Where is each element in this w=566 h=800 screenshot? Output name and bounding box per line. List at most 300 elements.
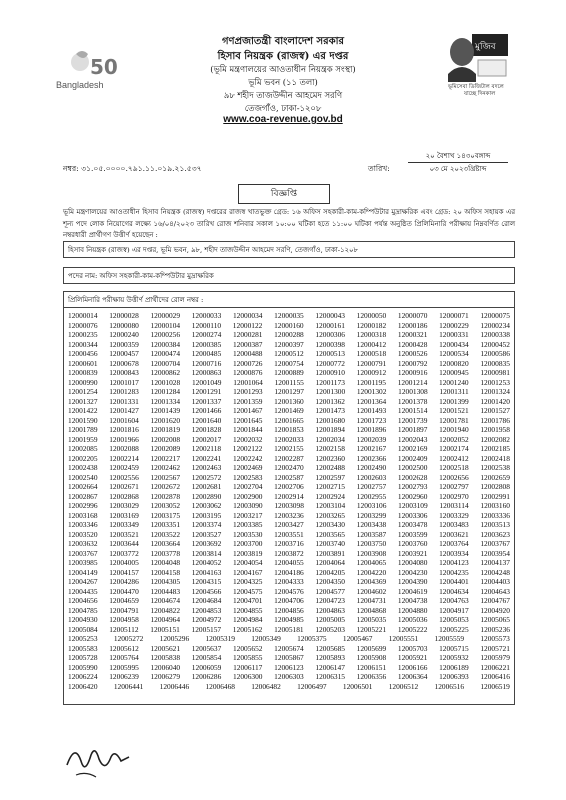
roll-number: 12002960	[397, 491, 428, 501]
roll-number: 12002459	[109, 463, 139, 472]
roll-number: 12004403	[480, 577, 510, 586]
roll-number: 12002089	[150, 444, 181, 453]
roll-number: 12000385	[191, 339, 222, 349]
roll-number: 12000916	[397, 368, 428, 377]
roll-number: 12000534	[439, 349, 469, 358]
roll-number: 12005583	[68, 643, 98, 653]
roll-row	[68, 520, 510, 530]
roll-number: 12004930	[68, 615, 98, 624]
roll-number: 12003814	[191, 548, 222, 558]
roll-number: 12003062	[191, 501, 222, 510]
svg-text:50: 50	[90, 55, 118, 79]
roll-number: 12003750	[356, 539, 387, 548]
office-subtitle: (ভূমি মন্ত্রণালয়ের আওতাধীন নিয়ন্ত্রক সংস্থা)	[210, 64, 356, 74]
date-block	[408, 150, 508, 175]
roll-row	[68, 682, 510, 692]
roll-number: 12003195	[191, 510, 222, 520]
roll-number: 12006040	[150, 662, 181, 672]
roll-number: 12004791	[109, 605, 139, 615]
roll-number: 12002900	[232, 491, 263, 501]
roll-number: 12004390	[397, 577, 428, 586]
roll-number: 12003351	[150, 520, 181, 529]
roll-number: 12000485	[191, 349, 222, 358]
roll-number: 12005867	[274, 653, 304, 662]
roll-number: 12004483	[150, 586, 181, 596]
roll-number: 12002664	[68, 482, 98, 491]
roll-number: 12004267	[68, 577, 98, 586]
roll-number: 12000076	[68, 320, 98, 330]
roll-number: 12003621	[439, 529, 469, 539]
roll-number: 12005921	[397, 653, 428, 662]
roll-number: 12002052	[439, 434, 469, 444]
roll-number: 12005721	[480, 643, 510, 653]
roll-number: 12002043	[397, 434, 428, 444]
roll-number: 12002757	[356, 482, 387, 491]
roll-number: 12000791	[356, 358, 387, 368]
roll-number: 12000235	[68, 330, 98, 339]
roll-number: 12004958	[109, 615, 139, 624]
roll-row	[68, 530, 510, 540]
roll-number: 12000034	[232, 311, 263, 320]
roll-number: 12002155	[274, 444, 304, 453]
roll-number: 12004055	[274, 558, 304, 567]
roll-number: 12001896	[356, 425, 387, 434]
roll-number: 12003329	[439, 510, 469, 520]
roll-number: 12002540	[68, 472, 98, 482]
roll-number: 12003700	[232, 539, 263, 548]
roll-number: 12002793	[397, 482, 428, 491]
roll-number: 12000990	[68, 377, 98, 387]
roll-number: 12003985	[68, 558, 98, 567]
roll-number: 12003551	[274, 529, 304, 539]
roll-number: 12000288	[274, 330, 304, 339]
roll-number: 12000601	[68, 358, 98, 368]
roll-row	[68, 444, 510, 454]
roll-number: 12000028	[109, 311, 139, 320]
roll-number: 12005728	[68, 653, 98, 662]
roll-number: 12004248	[480, 567, 510, 577]
roll-number: 12001739	[397, 415, 428, 425]
roll-number: 12004064	[315, 558, 345, 567]
roll-number: 12001378	[397, 396, 428, 406]
roll-number: 12004863	[315, 605, 345, 615]
roll-number: 12001240	[439, 377, 469, 387]
roll-number: 12004286	[109, 577, 139, 586]
roll-number: 12001155	[274, 377, 304, 387]
roll-number: 12001853	[274, 425, 304, 434]
roll-number: 12001590	[68, 415, 98, 425]
roll-number: 12001958	[480, 425, 510, 434]
roll-number: 12000122	[232, 320, 263, 330]
roll-row	[68, 482, 510, 492]
roll-number: 12000398	[315, 339, 345, 349]
roll-number: 12002088	[109, 444, 139, 453]
roll-number: 12006059	[191, 662, 222, 672]
roll-row	[68, 359, 510, 369]
roll-number: 12002409	[397, 453, 428, 463]
roll-number: 12000014	[68, 311, 98, 320]
roll-row	[68, 558, 510, 568]
roll-number: 12000071	[439, 311, 469, 320]
roll-number: 12000945	[439, 368, 469, 377]
roll-row	[68, 463, 510, 473]
roll-number: 12003168	[68, 510, 98, 520]
roll-number: 12002706	[274, 482, 304, 491]
roll-number: 12000256	[150, 330, 181, 339]
roll-number: 12000070	[397, 311, 428, 320]
roll-number: 12000110	[191, 320, 222, 330]
roll-number: 12004470	[109, 586, 139, 596]
logo-caption-2: যাচ্ছে দিনকাল	[464, 91, 496, 96]
roll-number: 12005272	[113, 634, 144, 643]
roll-number: 12002603	[356, 472, 387, 482]
building: ভূমি ভবন (১১ তলা)	[248, 77, 318, 87]
roll-number: 12000043	[315, 311, 345, 320]
roll-number: 12003114	[439, 501, 469, 510]
roll-number: 12004315	[191, 577, 222, 586]
roll-number: 12000912	[356, 368, 387, 377]
roll-number: 12001844	[232, 425, 263, 434]
svg-text:মুজিব: মুজিব	[475, 42, 496, 52]
roll-number: 12001527	[480, 406, 510, 415]
roll-number: 12003623	[480, 529, 510, 539]
roll-number: 12001786	[480, 415, 510, 425]
roll-number: 12005854	[191, 653, 222, 662]
roll-number: 12002715	[315, 482, 345, 491]
roll-number: 12001173	[315, 377, 345, 387]
roll-number: 12006482	[251, 681, 281, 691]
roll-number: 12003299	[356, 510, 387, 520]
roll-number: 12005932	[439, 653, 469, 662]
roll-number: 12004577	[315, 586, 345, 596]
roll-number: 12006117	[233, 662, 263, 672]
roll-number: 12004575	[232, 586, 263, 596]
roll-number: 12005036	[397, 615, 428, 624]
roll-number: 12004401	[439, 577, 469, 586]
roll-row	[68, 454, 510, 464]
roll-number: 12003954	[480, 548, 510, 558]
roll-number: 12001665	[274, 415, 304, 425]
roll-number: 12004643	[480, 586, 510, 596]
roll-number: 12001311	[439, 387, 469, 396]
roll-number: 12006147	[315, 662, 345, 672]
street: ৯৮ শহীদ তাজউদ্দীন আহমেদ সরণি	[223, 90, 343, 100]
roll-number: 12005573	[480, 634, 510, 643]
website-link[interactable]: www.coa-revenue.gov.bd	[223, 114, 343, 125]
roll-number: 12002996	[68, 501, 98, 510]
roll-number: 12004917	[439, 605, 469, 615]
roll-number: 12004157	[109, 567, 139, 577]
roll-number: 12002704	[232, 482, 263, 491]
roll-row	[68, 587, 510, 597]
roll-number: 12004619	[397, 586, 428, 596]
roll-number: 12003740	[315, 539, 345, 548]
roll-number: 12000820	[439, 358, 469, 368]
roll-number: 12003921	[397, 548, 428, 558]
roll-number: 12002438	[68, 463, 98, 472]
roll-number: 12000512	[274, 349, 304, 358]
roll-number: 12006468	[205, 681, 235, 691]
roll-number: 12004684	[191, 596, 222, 605]
roll-number: 12006123	[274, 662, 304, 672]
roll-number: 12002914	[274, 491, 304, 501]
roll-number: 12000321	[397, 330, 428, 339]
roll-number: 12001360	[274, 396, 304, 406]
roll-number: 12002991	[480, 491, 510, 501]
roll-number: 12004674	[150, 596, 181, 605]
roll-number: 12002205	[68, 453, 98, 463]
roll-number: 12006286	[191, 672, 222, 681]
roll-number: 12001816	[109, 425, 139, 434]
roll-number: 12001897	[397, 425, 428, 434]
roll-number: 12002500	[397, 463, 428, 472]
roll-number: 12002214	[109, 453, 139, 463]
roll-number: 12001214	[397, 377, 428, 387]
roll-row	[68, 416, 510, 426]
roll-row	[68, 511, 510, 521]
roll-number: 12002017	[191, 434, 222, 444]
roll-number: 12003306	[397, 510, 428, 520]
exam-venue: হিসাব নিয়ন্ত্রক (রাজস্ব) এর দপ্তর, ভূমি ভবন, ৯৮, শহীদ তাজউদ্দীন আহমেদ সরণি, তেজগাঁও, ঢাকা-১২০৮	[63, 241, 515, 258]
roll-number: 12002567	[150, 472, 181, 482]
roll-number: 12004333	[274, 577, 304, 586]
roll-number: 12002039	[356, 434, 387, 444]
roll-number: 12001521	[439, 406, 469, 415]
roll-number: 12001283	[109, 387, 139, 396]
roll-number: 12000835	[480, 358, 510, 368]
roll-number: 12006364	[397, 672, 428, 681]
roll-number: 12004964	[150, 615, 181, 624]
roll-number: 12002241	[191, 453, 222, 463]
roll-number: 12002217	[150, 453, 181, 463]
roll-row	[68, 663, 510, 673]
roll-number: 12003692	[191, 539, 222, 548]
roll-number: 12006420	[68, 681, 98, 691]
roll-row	[68, 321, 510, 331]
roll-row	[68, 387, 510, 397]
roll-number: 12001331	[109, 396, 139, 406]
roll-number: 12005319	[205, 634, 235, 643]
roll-number: 12002469	[232, 463, 263, 472]
roll-number: 12004701	[232, 596, 263, 605]
roll-number: 12002659	[480, 472, 510, 482]
roll-number: 12002488	[315, 463, 345, 472]
roll-number: 12002366	[356, 453, 387, 463]
roll-number: 12000075	[480, 311, 510, 320]
roll-number: 12000186	[397, 320, 428, 330]
roll-number: 12003599	[397, 529, 428, 539]
roll-number: 12003109	[398, 501, 428, 510]
roll-number: 12004230	[397, 567, 428, 577]
roll-number: 12002583	[232, 472, 263, 482]
roll-number: 12004158	[150, 567, 181, 577]
roll-heading: প্রিলিমিনারি পরীক্ষায় উত্তীর্ণ প্রার্থীদের রোল নম্বর :	[63, 291, 515, 308]
roll-number: 12003430	[315, 520, 345, 529]
roll-number: 12001959	[68, 434, 98, 444]
roll-number: 12001028	[150, 377, 181, 387]
roll-number: 12002470	[274, 463, 304, 472]
roll-number: 12000359	[109, 339, 139, 349]
signature	[62, 735, 137, 785]
roll-number: 12000862	[150, 368, 181, 377]
date-english: ০৩ মে ২০২৩খ্রিষ্টাব্দ	[408, 162, 508, 175]
roll-row	[68, 368, 510, 378]
roll-number: 12000274	[191, 330, 222, 339]
roll-number: 12002412	[439, 453, 469, 463]
roll-number: 12005035	[356, 615, 387, 624]
roll-number: 12005979	[480, 653, 510, 662]
roll-number: 12001362	[315, 396, 345, 406]
roll-number: 12005181	[274, 624, 304, 634]
roll-number: 12005112	[109, 624, 139, 634]
roll-number: 12002463	[191, 463, 222, 472]
mujib-borsho-logo	[442, 30, 514, 96]
roll-row	[68, 625, 510, 635]
roll-number: 12003632	[68, 539, 98, 548]
roll-number: 12001789	[68, 425, 98, 434]
roll-number: 12000518	[356, 349, 387, 358]
date-bangla: ২০ বৈশাখ ১৪৩০বঙ্গাব্দ	[425, 152, 491, 160]
roll-number: 12005995	[109, 662, 139, 672]
roll-number: 12004706	[274, 596, 304, 605]
roll-number: 12000586	[480, 349, 510, 358]
roll-number: 12002628	[397, 472, 428, 482]
roll-number: 12000526	[397, 349, 428, 358]
roll-number: 12001473	[315, 406, 345, 415]
roll-number: 12000456	[68, 349, 98, 358]
roll-number: 12002797	[439, 482, 469, 491]
roll-number: 12000981	[480, 368, 510, 377]
roll-number: 12000384	[150, 339, 181, 349]
roll-number: 12005053	[439, 615, 469, 624]
roll-number: 12001620	[150, 415, 181, 425]
roll-number: 12005674	[274, 643, 304, 653]
roll-number: 12005151	[150, 624, 180, 634]
roll-number: 12004205	[315, 567, 345, 577]
roll-number: 12002970	[439, 491, 469, 501]
roll-number: 12001604	[109, 415, 139, 425]
roll-number: 12001466	[191, 406, 222, 415]
roll-number: 12005236	[480, 624, 510, 634]
roll-number: 12000240	[109, 330, 139, 339]
roll-number: 12004435	[68, 586, 98, 596]
roll-number: 12002656	[439, 472, 469, 482]
roll-number: 12001308	[398, 387, 428, 396]
roll-number: 12001334	[150, 396, 181, 406]
roll-number: 12000876	[232, 368, 263, 377]
roll-row	[68, 340, 510, 350]
roll-number: 12005612	[109, 643, 139, 653]
roll-number: 12004350	[315, 577, 345, 586]
roll-number: 12001399	[439, 396, 469, 406]
roll-number: 12000344	[68, 339, 98, 349]
roll-number: 12002167	[356, 444, 387, 453]
roll-number: 12002671	[109, 482, 139, 491]
roll-number: 12001439	[150, 406, 181, 415]
roll-number: 12003349	[109, 520, 139, 529]
roll-number: 12003760	[397, 539, 428, 548]
roll-number: 12003716	[274, 539, 304, 548]
roll-number: 12003764	[439, 539, 469, 548]
roll-number: 12003160	[480, 501, 510, 510]
roll-number: 12004920	[480, 605, 510, 615]
roll-number: 12000726	[232, 358, 263, 368]
roll-number: 12005005	[315, 615, 345, 624]
roll-number: 12004856	[274, 605, 304, 615]
roll-number: 12004656	[68, 596, 98, 605]
roll-number: 12002242	[232, 453, 263, 463]
roll-number: 12002878	[150, 491, 181, 501]
roll-number: 12004972	[191, 615, 222, 624]
post-name: পদের নাম: অফিস সহকারী-কাম-কম্পিউটার মুদ্রাক্ষরিক	[63, 267, 515, 284]
roll-number: 12004369	[356, 577, 387, 586]
city: তেজগাঁও, ঢাকা-১২০৮	[244, 103, 322, 113]
roll-number: 12000412	[356, 339, 387, 349]
roll-number: 12006239	[109, 672, 139, 681]
roll-number: 12001828	[191, 425, 222, 434]
roll-row	[68, 501, 510, 511]
roll-number: 12000080	[109, 320, 139, 330]
roll-number: 12003908	[356, 548, 387, 558]
roll-number: 12002418	[480, 453, 510, 463]
roll-number: 12005855	[232, 653, 263, 662]
roll-number: 12002924	[315, 491, 345, 501]
roll-number: 12005637	[191, 643, 222, 653]
roll-row	[68, 425, 510, 435]
roll-number: 12004305	[150, 577, 181, 586]
roll-number: 12006303	[274, 672, 304, 681]
roll-number: 12001302	[356, 387, 387, 396]
roll-number: 12001966	[109, 434, 139, 444]
roll-number: 12001327	[68, 396, 98, 406]
roll-number: 12001514	[397, 406, 428, 415]
roll-number: 12000910	[315, 368, 345, 377]
roll-number: 12005699	[356, 643, 387, 653]
roll-number: 12001324	[480, 387, 510, 396]
roll-number: 12004005	[109, 558, 139, 567]
roll-number: 12006497	[297, 681, 327, 691]
roll-number: 12002868	[109, 491, 139, 501]
roll-number: 12001297	[274, 387, 304, 396]
roll-number: 12001469	[274, 406, 304, 415]
roll-number: 12004235	[439, 567, 469, 577]
roll-number: 12000488	[232, 349, 263, 358]
roll-number: 12004065	[356, 558, 387, 567]
roll-number: 12000104	[150, 320, 181, 330]
roll-number: 12000161	[315, 320, 345, 330]
roll-number: 12002122	[232, 444, 263, 453]
roll-number: 12005715	[439, 643, 469, 653]
roll-number: 12000754	[274, 358, 304, 368]
roll-number: 12005990	[68, 662, 98, 672]
roll-number: 12004723	[315, 596, 345, 605]
roll-number: 12000678	[109, 358, 139, 368]
roll-number: 12001680	[315, 415, 345, 425]
roll-number: 12005685	[315, 643, 345, 653]
roll-number: 12003521	[109, 529, 139, 539]
roll-number: 12002085	[68, 444, 98, 453]
roll-number: 12004220	[356, 567, 387, 577]
roll-number: 12004149	[68, 567, 98, 577]
roll-number: 12006416	[480, 672, 510, 681]
roll-number: 12005893	[315, 653, 345, 662]
roll-number: 12003175	[150, 510, 181, 520]
roll-number: 12005764	[109, 653, 139, 662]
roll-number: 12000843	[109, 368, 139, 377]
roll-number: 12002681	[191, 482, 222, 491]
roll-row	[68, 349, 510, 359]
roll-row	[68, 653, 510, 663]
